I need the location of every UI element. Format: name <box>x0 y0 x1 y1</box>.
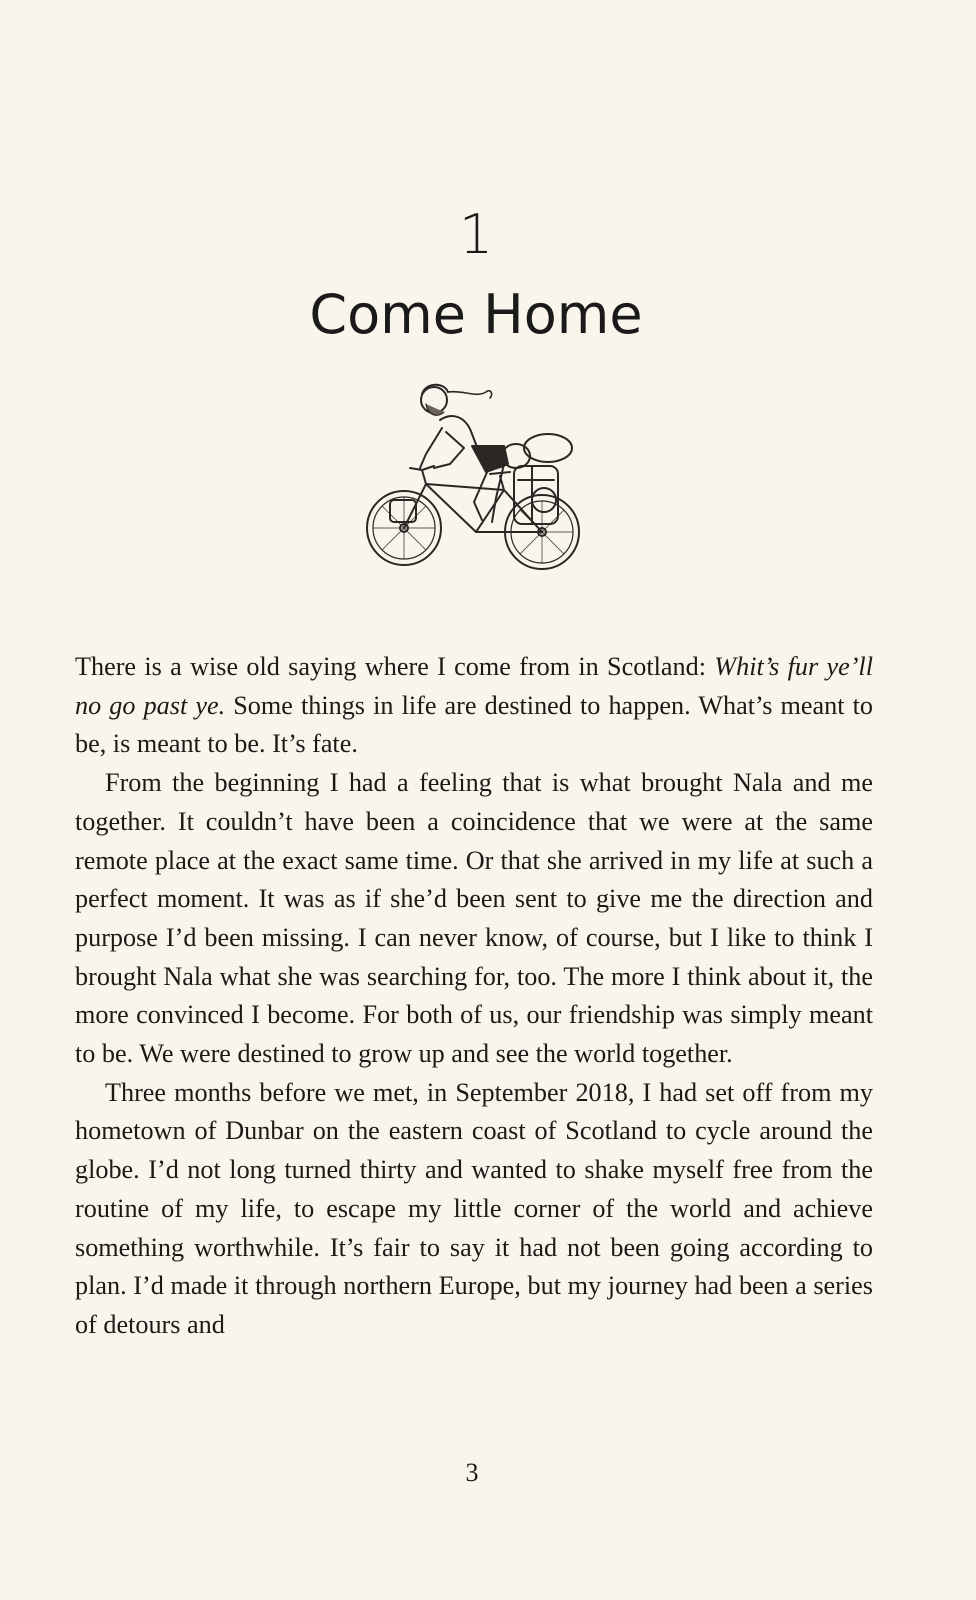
chapter-title: Come Home <box>309 283 643 346</box>
paragraph-2: From the beginning I had a feeling that is what brought Nala and me together. It couldn’t have been a coincidence that we were at the same remote place at the exact same time. Or that she arrived in my life at such a perfect moment. It was as if she’d been sent to give me the direction and purpose I’d been missing. I can never know, of course, but I like to think I brought Nala what she was searching for, too. The more I think about it, the more convinced I become. For both of us, our friendship was simply meant to be. We were destined to grow up and see the world together. <box>75 768 873 1069</box>
page-number: 3 <box>465 1458 479 1487</box>
chapter-number: 1 <box>458 203 494 266</box>
scots-saying: Whit’s fur ye’ll no go past ye. <box>75 652 873 720</box>
cyclist-illustration <box>364 372 594 582</box>
chapter-body <box>75 648 873 1345</box>
paragraph-3: Three months before we met, in September 2018, I had set off from my hometown of Dunbar on the eastern coast of Scotland to cycle around the globe. I’d not long turned thirty and wanted to shake myself free from the routine of my life, to escape my little corner of the world and achieve something worthwhile. It’s fair to say it had not been going according to plan. I’d made it through northern Europe, but my journey had been a series of detours and <box>75 1077 873 1339</box>
paragraph-1: There is a wise old saying where I come from in Scotland: Whit’s fur ye’ll no go past ye. Some things in life are destined to happen. What’s meant to be, is meant to be. It’s fate. <box>75 652 873 759</box>
